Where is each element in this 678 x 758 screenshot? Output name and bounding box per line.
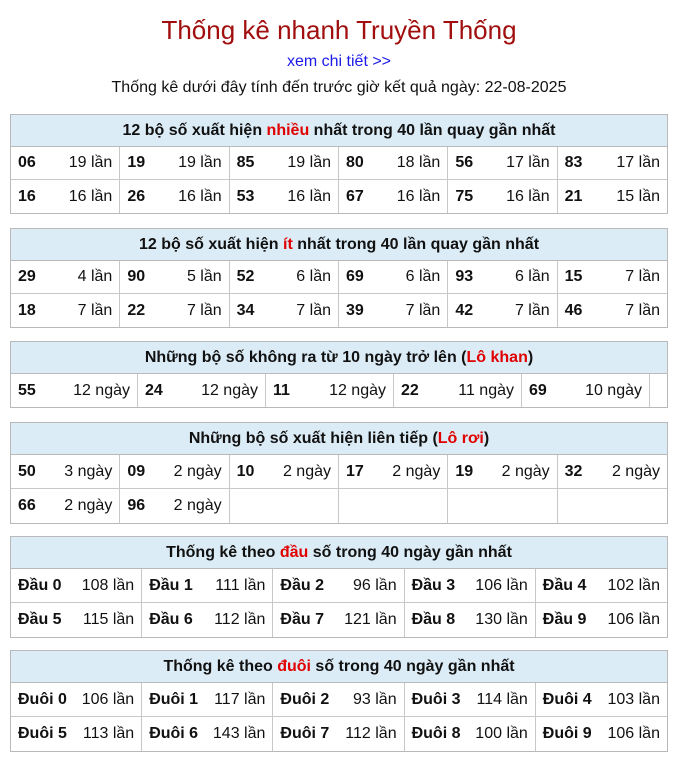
stat-count: 106 lần bbox=[607, 611, 660, 628]
stat-number: 21 bbox=[564, 187, 583, 205]
stat-count: 12 ngày bbox=[73, 381, 130, 399]
stat-count: 106 lần bbox=[475, 576, 528, 594]
stat-number: 15 bbox=[564, 268, 583, 285]
stat-count: 143 lần bbox=[212, 725, 266, 742]
stat-number: 80 bbox=[346, 154, 364, 171]
stat-cell bbox=[448, 261, 557, 294]
stat-count: 10 ngày bbox=[585, 381, 642, 399]
stat-cell bbox=[11, 569, 142, 603]
stat-number: Đầu 2 bbox=[280, 576, 324, 594]
stat-cell bbox=[120, 455, 229, 489]
stat-number: 69 bbox=[529, 381, 547, 399]
stat-number: 42 bbox=[455, 301, 474, 319]
stat-number: Đuôi 9 bbox=[542, 725, 592, 742]
stat-count: 16 lần bbox=[506, 187, 550, 205]
stat-number: 17 bbox=[346, 462, 364, 480]
dau-stats-table bbox=[10, 536, 668, 638]
stat-cell bbox=[339, 180, 448, 213]
stat-count: 6 lần bbox=[514, 268, 550, 285]
stat-count: 19 lần bbox=[287, 154, 331, 171]
stat-cell bbox=[394, 374, 522, 407]
stat-count: 93 lần bbox=[353, 690, 397, 708]
dau-stats-header: Thống kê theo đầu số trong 40 ngày gần nhất bbox=[11, 537, 667, 569]
stat-number: 29 bbox=[18, 268, 36, 285]
stat-number: Đầu 6 bbox=[149, 611, 193, 628]
stat-count: 16 lần bbox=[178, 187, 222, 205]
stat-cell bbox=[230, 455, 339, 489]
stat-count: 2 ngày bbox=[611, 462, 660, 480]
stat-cell bbox=[405, 569, 536, 603]
stat-cell bbox=[448, 294, 557, 327]
stat-cell bbox=[230, 294, 339, 327]
least-frequent-table bbox=[10, 228, 668, 328]
stat-count: 2 ngày bbox=[501, 462, 550, 480]
stat-number: Đuôi 8 bbox=[411, 725, 461, 742]
stat-number: Đuôi 5 bbox=[18, 725, 67, 742]
stat-number: Đầu 8 bbox=[411, 611, 456, 628]
stat-number: 96 bbox=[127, 497, 146, 514]
most-frequent-grid bbox=[11, 147, 667, 213]
stat-number: 26 bbox=[127, 187, 146, 205]
stat-number: 22 bbox=[401, 381, 419, 399]
stat-cell bbox=[558, 147, 667, 180]
stat-cell bbox=[230, 147, 339, 180]
stat-number: Đuôi 1 bbox=[149, 690, 199, 708]
stat-count: 6 lần bbox=[296, 268, 331, 285]
duoi-stats-table bbox=[10, 650, 668, 752]
stat-cell bbox=[120, 180, 229, 213]
stat-cell bbox=[339, 261, 448, 294]
stat-cell bbox=[273, 603, 404, 637]
stat-number: Đầu 5 bbox=[18, 611, 62, 628]
stat-cell bbox=[142, 717, 273, 751]
stat-count: 19 lần bbox=[68, 154, 113, 171]
stat-number: 46 bbox=[564, 301, 583, 319]
stat-cell bbox=[339, 455, 448, 489]
stat-number: 32 bbox=[564, 462, 583, 480]
lo-roi-header: Những bộ số xuất hiện liên tiếp (Lô rơi) bbox=[11, 423, 667, 455]
stat-count: 112 lần bbox=[214, 611, 266, 628]
stat-cell bbox=[273, 717, 404, 751]
stat-cell bbox=[273, 569, 404, 603]
stat-number: Đầu 7 bbox=[280, 611, 324, 628]
stat-cell bbox=[11, 683, 142, 717]
stat-cell bbox=[230, 180, 339, 213]
stat-cell bbox=[273, 683, 404, 717]
stat-cell bbox=[120, 294, 229, 327]
stat-count: 2 ngày bbox=[173, 462, 222, 480]
stat-cell bbox=[120, 261, 229, 294]
stat-number: 06 bbox=[18, 154, 36, 171]
stat-cell bbox=[11, 294, 120, 327]
stat-count: 16 lần bbox=[287, 187, 331, 205]
stat-count: 2 ngày bbox=[282, 462, 331, 480]
stat-number: Đuôi 0 bbox=[18, 690, 67, 708]
stat-count: 17 lần bbox=[616, 154, 660, 171]
stat-number: Đuôi 6 bbox=[149, 725, 199, 742]
stat-cell bbox=[142, 603, 273, 637]
stat-count: 12 ngày bbox=[329, 381, 386, 399]
stat-count: 7 lần bbox=[405, 301, 441, 319]
stat-cell bbox=[558, 455, 667, 489]
stat-count: 5 lần bbox=[186, 268, 222, 285]
stat-count: 108 lần bbox=[81, 576, 135, 594]
stat-cell bbox=[405, 717, 536, 751]
stat-cell bbox=[266, 374, 394, 407]
stat-number: Đầu 4 bbox=[542, 576, 587, 594]
most-frequent-table bbox=[10, 114, 668, 214]
stat-count: 106 lần bbox=[607, 725, 660, 742]
stat-number: 85 bbox=[236, 154, 255, 171]
stat-count: 7 lần bbox=[514, 301, 550, 319]
stat-number: Đầu 1 bbox=[149, 576, 193, 594]
stat-cell bbox=[11, 261, 120, 294]
stat-cell bbox=[142, 683, 273, 717]
stat-cell bbox=[536, 717, 667, 751]
stat-count: 2 ngày bbox=[64, 497, 113, 514]
stat-count: 6 lần bbox=[405, 268, 441, 285]
stat-cell bbox=[11, 455, 120, 489]
stat-cell bbox=[448, 455, 557, 489]
stat-number: 93 bbox=[455, 268, 474, 285]
stat-number: 24 bbox=[145, 381, 163, 399]
stat-number: 22 bbox=[127, 301, 146, 319]
stat-cell bbox=[522, 374, 650, 407]
stat-count: 15 lần bbox=[616, 187, 660, 205]
stat-number: Đầu 0 bbox=[18, 576, 62, 594]
least-frequent-header: 12 bộ số xuất hiện ít nhất trong 40 lần quay gần nhất bbox=[11, 229, 667, 261]
stat-count: 12 ngày bbox=[201, 381, 258, 399]
dau-stats-grid bbox=[11, 569, 667, 637]
stat-count: 3 ngày bbox=[64, 462, 113, 480]
stat-cell bbox=[230, 261, 339, 294]
stat-number: 69 bbox=[346, 268, 364, 285]
stat-cell bbox=[558, 294, 667, 327]
stat-number: 18 bbox=[18, 301, 36, 319]
stat-count: 2 ngày bbox=[392, 462, 441, 480]
stat-cell bbox=[448, 180, 557, 213]
stat-number: 16 bbox=[18, 187, 36, 205]
stat-number: 56 bbox=[455, 154, 474, 171]
view-details-link[interactable]: xem chi tiết >> bbox=[286, 53, 392, 70]
stat-count: 17 lần bbox=[506, 154, 550, 171]
stat-count: 7 lần bbox=[186, 301, 222, 319]
empty-cell bbox=[448, 489, 557, 523]
stat-count: 16 lần bbox=[68, 187, 113, 205]
stat-cell bbox=[11, 717, 142, 751]
stat-number: 19 bbox=[127, 154, 146, 171]
stat-cell bbox=[558, 261, 667, 294]
stat-cell bbox=[11, 374, 138, 407]
stat-count: 4 lần bbox=[77, 268, 113, 285]
stat-number: 53 bbox=[236, 187, 255, 205]
stat-number: 19 bbox=[455, 462, 474, 480]
stat-count: 113 lần bbox=[82, 725, 135, 742]
stat-number: Đầu 9 bbox=[542, 611, 587, 628]
stat-cell bbox=[536, 603, 667, 637]
stat-count: 114 lần bbox=[476, 690, 528, 708]
stat-count: 103 lần bbox=[607, 690, 660, 708]
stat-count: 7 lần bbox=[625, 268, 660, 285]
stat-count: 112 lần bbox=[345, 725, 397, 742]
stat-number: 52 bbox=[236, 268, 255, 285]
stat-count: 7 lần bbox=[296, 301, 331, 319]
stat-cell bbox=[142, 569, 273, 603]
empty-cell bbox=[558, 489, 667, 523]
stat-cell bbox=[120, 147, 229, 180]
stat-count: 111 lần bbox=[215, 576, 266, 594]
least-frequent-grid bbox=[11, 261, 667, 327]
stat-number: 50 bbox=[18, 462, 36, 480]
stat-cell bbox=[120, 489, 229, 523]
empty-cell bbox=[650, 374, 669, 407]
empty-cell bbox=[230, 489, 339, 523]
stat-cell bbox=[11, 147, 120, 180]
stat-number: 67 bbox=[346, 187, 364, 205]
stat-number: 55 bbox=[18, 381, 36, 399]
stat-count: 18 lần bbox=[396, 154, 441, 171]
stat-number: Đuôi 3 bbox=[411, 690, 461, 708]
stat-cell bbox=[405, 603, 536, 637]
stat-cell bbox=[339, 147, 448, 180]
stat-count: 115 lần bbox=[82, 611, 135, 628]
stat-count: 117 lần bbox=[214, 690, 266, 708]
stat-number: Đuôi 4 bbox=[542, 690, 592, 708]
lo-roi-table bbox=[10, 422, 668, 524]
stat-count: 121 lần bbox=[344, 611, 397, 628]
page-title: Thống kê nhanh Truyền Thống bbox=[161, 15, 517, 45]
stat-cell bbox=[558, 180, 667, 213]
stat-number: 39 bbox=[346, 301, 364, 319]
stat-count: 106 lần bbox=[81, 690, 135, 708]
stat-cell bbox=[138, 374, 266, 407]
stat-number: 10 bbox=[236, 462, 255, 480]
stat-count: 100 lần bbox=[475, 725, 528, 742]
lo-roi-grid bbox=[11, 455, 667, 523]
stat-number: 90 bbox=[127, 268, 146, 285]
stat-number: 11 bbox=[273, 381, 290, 399]
stat-count: 19 lần bbox=[178, 154, 222, 171]
stat-cell bbox=[536, 569, 667, 603]
stat-cell bbox=[11, 489, 120, 523]
stat-number: 66 bbox=[18, 497, 36, 514]
stat-number: Đuôi 7 bbox=[280, 725, 330, 742]
lo-khan-grid bbox=[11, 374, 667, 407]
lo-khan-table bbox=[10, 341, 668, 408]
stat-cell bbox=[536, 683, 667, 717]
stat-number: 09 bbox=[127, 462, 146, 480]
stat-count: 130 lần bbox=[475, 611, 528, 628]
duoi-stats-grid bbox=[11, 683, 667, 751]
duoi-stats-header: Thống kê theo đuôi số trong 40 ngày gần nhất bbox=[11, 651, 667, 683]
stat-count: 7 lần bbox=[77, 301, 113, 319]
stat-count: 11 ngày bbox=[458, 381, 514, 399]
stat-number: Đầu 3 bbox=[411, 576, 456, 594]
empty-cell bbox=[339, 489, 448, 523]
stat-number: 83 bbox=[564, 154, 583, 171]
most-frequent-header: 12 bộ số xuất hiện nhiều nhất trong 40 lần quay gần nhất bbox=[11, 115, 667, 147]
stat-count: 102 lần bbox=[607, 576, 660, 594]
stat-count: 2 ngày bbox=[173, 497, 222, 514]
stat-cell bbox=[339, 294, 448, 327]
stat-number: 75 bbox=[455, 187, 474, 205]
stat-count: 96 lần bbox=[353, 576, 397, 594]
stat-cell bbox=[405, 683, 536, 717]
stat-cell bbox=[11, 603, 142, 637]
stat-number: 34 bbox=[236, 301, 255, 319]
stat-number: Đuôi 2 bbox=[280, 690, 330, 708]
lo-khan-header: Những bộ số không ra từ 10 ngày trở lên (Lô khan) bbox=[11, 342, 667, 374]
stat-cell bbox=[11, 180, 120, 213]
stat-count: 7 lần bbox=[625, 301, 660, 319]
page-subtitle: Thống kê dưới đây tính đến trước giờ kết quả ngày: 22-08-2025 bbox=[111, 79, 567, 96]
stat-count: 16 lần bbox=[396, 187, 441, 205]
stat-cell bbox=[448, 147, 557, 180]
